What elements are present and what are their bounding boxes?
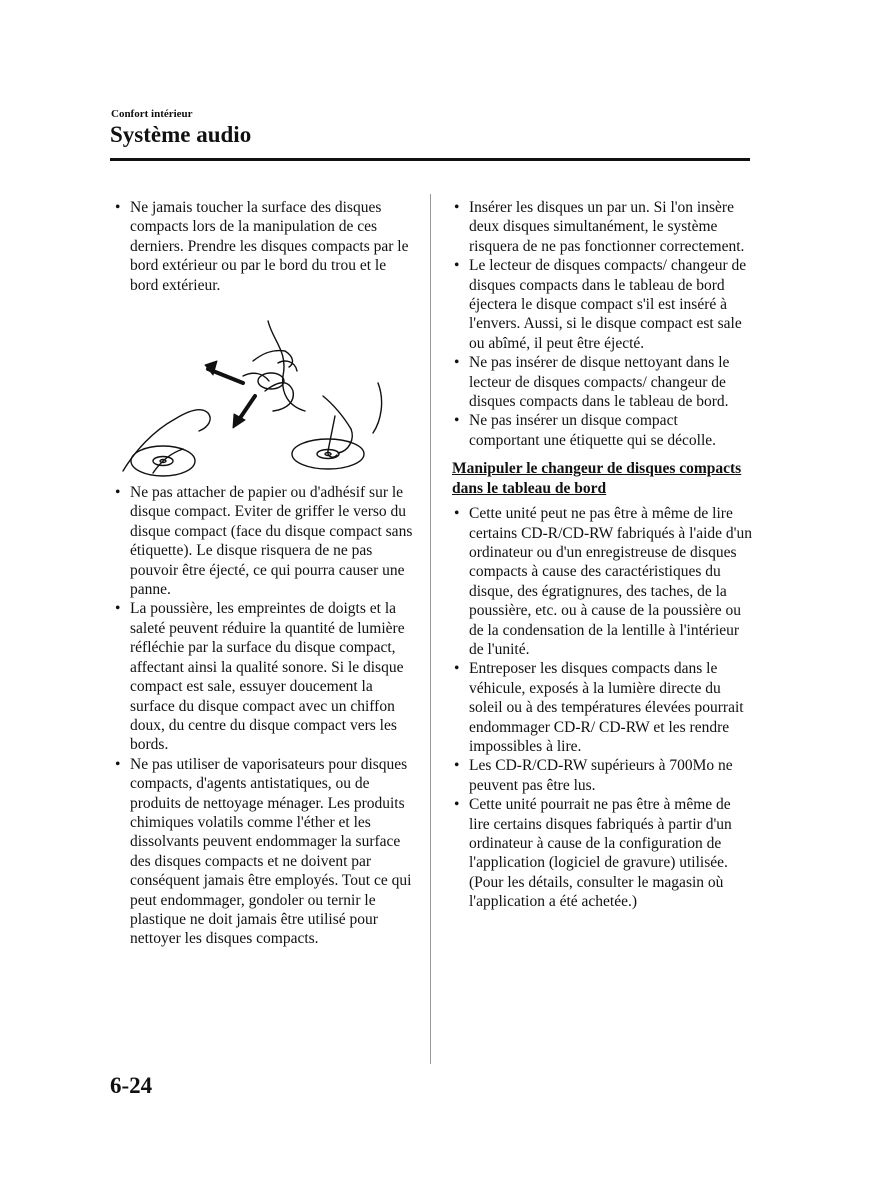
list-item: • La poussière, les empreintes de doigts et la saleté peuvent réduire la quantité de lumière réfléchie par la surface du disque compact, affectant ainsi la qualité sonore. Si le disque compact est sale, essuyer doucement la surface du disque compact avec un chiffon doux, du centre du disque compact vers les bords.: [113, 599, 413, 754]
list-item: • Ne pas attacher de papier ou d'adhésif sur le disque compact. Eviter de griffer le verso du disque compact (face du disque compact sans étiquette). Le disque risquera de ne pas pouvoir être éjecté, ce qui pourra causer une panne.: [113, 483, 413, 599]
column-divider: [430, 194, 431, 1064]
list-item: • Le lecteur de disques compacts/ changeur de disques compacts dans le tableau de bord éjectera le disque compact s'il est inséré à l'envers. Aussi, si le disque compact est sale ou abîmé, il peut être éjecté.: [452, 256, 752, 353]
bullet-list-top-right: [452, 198, 752, 450]
list-item: • Ne pas insérer un disque compact comportant une étiquette qui se décolle.: [452, 411, 752, 450]
list-item: • Cette unité pourrait ne pas être à même de lire certains disques fabriqués à partir d'un ordinateur à cause de la configuration de l'application (logiciel de gravure) utilisée. (Pour les détails, consulter le magasin où l'application a été achetée.): [452, 795, 752, 911]
page-title: Système audio: [110, 122, 252, 147]
list-item: • Les CD-R/CD-RW supérieurs à 700Mo ne peuvent pas être lus.: [452, 756, 752, 795]
list-item: • Ne pas insérer de disque nettoyant dans le lecteur de disques compacts/ changeur de disques compacts dans le tableau de bord.: [452, 353, 752, 411]
list-item: • Ne pas utiliser de vaporisateurs pour disques compacts, d'agents antistatiques, ou de produits de nettoyage ménager. Les produits chimiques volatils comme l'éther et les dissolvants peuvent endommager la surface des disques compacts et ne doivent par conséquent jamais être employés. Tout ce qui peut endommager, gondoler ou ternir le plastique ne doit jamais être utilisé pour nettoyer les disques compacts.: [113, 755, 413, 949]
cd-handling-illustration: [113, 301, 413, 479]
list-item: • Insérer les disques un par un. Si l'on insère deux disques simultanément, le système risquera de ne pas fonctionner correctement.: [452, 198, 752, 256]
bullet-list-bottom-right: [452, 504, 752, 912]
list-item: • Ne jamais toucher la surface des disques compacts lors de la manipulation de ces derniers. Prendre les disques compacts par le bord extérieur ou par le bord du trou et le bord extérieur.: [113, 198, 413, 295]
title-rule: [110, 158, 750, 161]
right-column: [452, 198, 752, 912]
bullet-list-bottom-left: [113, 483, 413, 949]
list-item: • Cette unité peut ne pas être à même de lire certains CD-R/CD-RW fabriqués à l'aide d'un ordinateur ou d'un enregistreuse de disques compacts à cause des caractéristiques du disque, des égratignures, des taches, de la poussière, etc. ou à cause de la poussière ou de la condensation de la lentille à l'intérieur de l'unité.: [452, 504, 752, 659]
section-subheading: Manipuler le changeur de disques compacts dans le tableau de bord: [452, 460, 742, 497]
section-label: Confort intérieur: [111, 108, 193, 120]
page-number: 6-24: [110, 1073, 153, 1098]
list-item: • Entreposer les disques compacts dans le véhicule, exposés à la lumière directe du soleil ou à des températures élevées pourrait endommager CD-R/ CD-RW et les rendre impossibles à lire.: [452, 659, 752, 756]
left-column: [113, 198, 413, 949]
bullet-list-top-left: [113, 198, 413, 295]
